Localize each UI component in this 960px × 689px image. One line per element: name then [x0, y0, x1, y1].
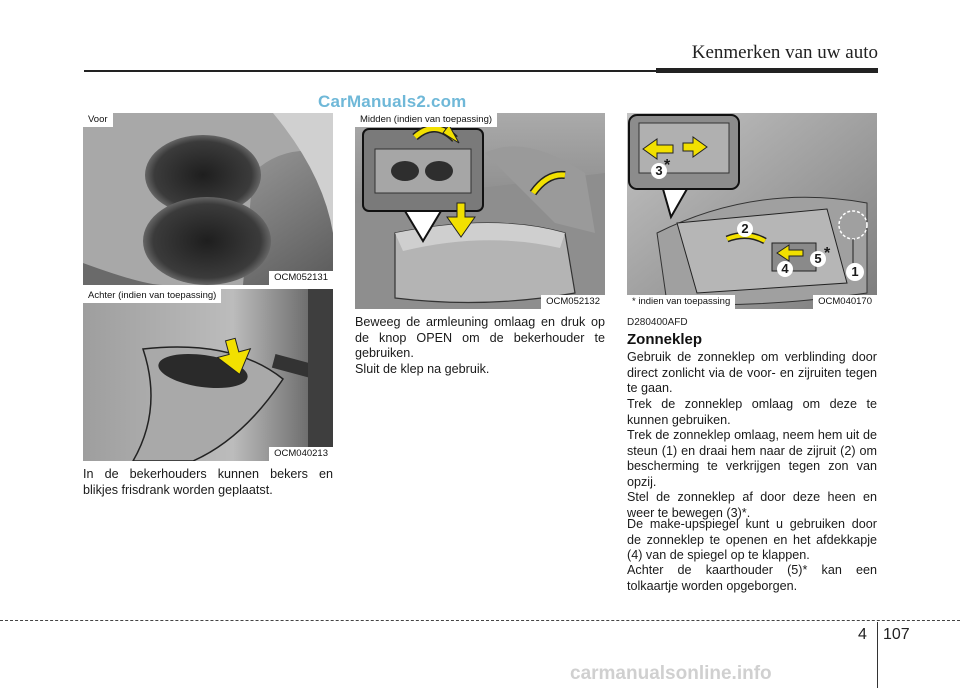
sunvisor-code: OCM040170: [813, 295, 877, 309]
sunvisor-para-3: Trek de zonneklep omlaag, neem hem uit de steun (1) en draai hem naar de zijruit (2) om bescherming te verkrijgen tegen zon van opzij.: [627, 428, 877, 489]
sunvisor-para-2: Trek de zonneklep omlaag om deze te kunnen gebruiken.: [627, 397, 877, 427]
armrest-label: Midden (indien van toepassing): [355, 113, 497, 127]
callout-5-asterisk: *: [824, 245, 831, 262]
callout-2: 2: [737, 221, 753, 237]
watermark-bottom: carmanualsonline.info: [570, 663, 772, 684]
footer-divider: [877, 622, 878, 688]
armrest-close-caption: Sluit de klep na gebruik.: [355, 362, 490, 376]
rear-cupholder-code: OCM040213: [269, 447, 333, 461]
page-header-title: Kenmerken van uw auto: [691, 42, 878, 63]
page-number: 107: [883, 626, 910, 643]
chapter-number: 4: [858, 626, 867, 643]
armrest-caption: Beweeg de armleuning omlaag en druk op de knop OPEN om de bekerhouder te gebruiken.: [355, 315, 605, 360]
callout-5: 5: [810, 251, 826, 267]
footer-rule: [0, 620, 960, 621]
front-cupholder-label: Voor: [83, 113, 113, 127]
cupholder-caption: In de bekerhouders kunnen bekers en blikjes frisdrank worden geplaatst.: [83, 467, 333, 497]
rear-cupholder-image: [83, 289, 333, 461]
sunvisor-footnote: * indien van toepassing: [627, 295, 735, 309]
sunvisor-image: [627, 113, 877, 309]
callout-4: 4: [777, 261, 793, 277]
sunvisor-para-6: Achter de kaarthouder (5)* kan een tolkaartje worden opgeborgen.: [627, 563, 877, 593]
front-cupholder-code: OCM052131: [269, 271, 333, 285]
callout-3-asterisk: *: [664, 157, 671, 174]
section-code: D280400AFD: [627, 317, 688, 328]
callout-1: 1: [846, 263, 864, 281]
section-title: Zonneklep: [627, 331, 703, 348]
watermark-top: CarManuals2.com: [318, 92, 467, 111]
front-cupholder-image: [83, 113, 333, 285]
sunvisor-para-5: De make-upspiegel kunt u gebruiken door de zonneklep te openen en het afdekkapje (4) van de spiegel op te klappen.: [627, 517, 877, 562]
rear-cupholder-label: Achter (indien van toepassing): [83, 289, 221, 303]
callout-3: 3: [651, 163, 667, 179]
armrest-image: [355, 113, 605, 309]
header-rule-accent: [656, 68, 878, 73]
sunvisor-para-1: Gebruik de zonneklep om verblinding door direct zonlicht via de voor- en zijruiten tegen te gaan.: [627, 350, 877, 395]
sunvisor-para-4: Stel de zonneklep af door deze heen en weer te bewegen (3)*.: [627, 490, 877, 520]
armrest-code: OCM052132: [541, 295, 605, 309]
